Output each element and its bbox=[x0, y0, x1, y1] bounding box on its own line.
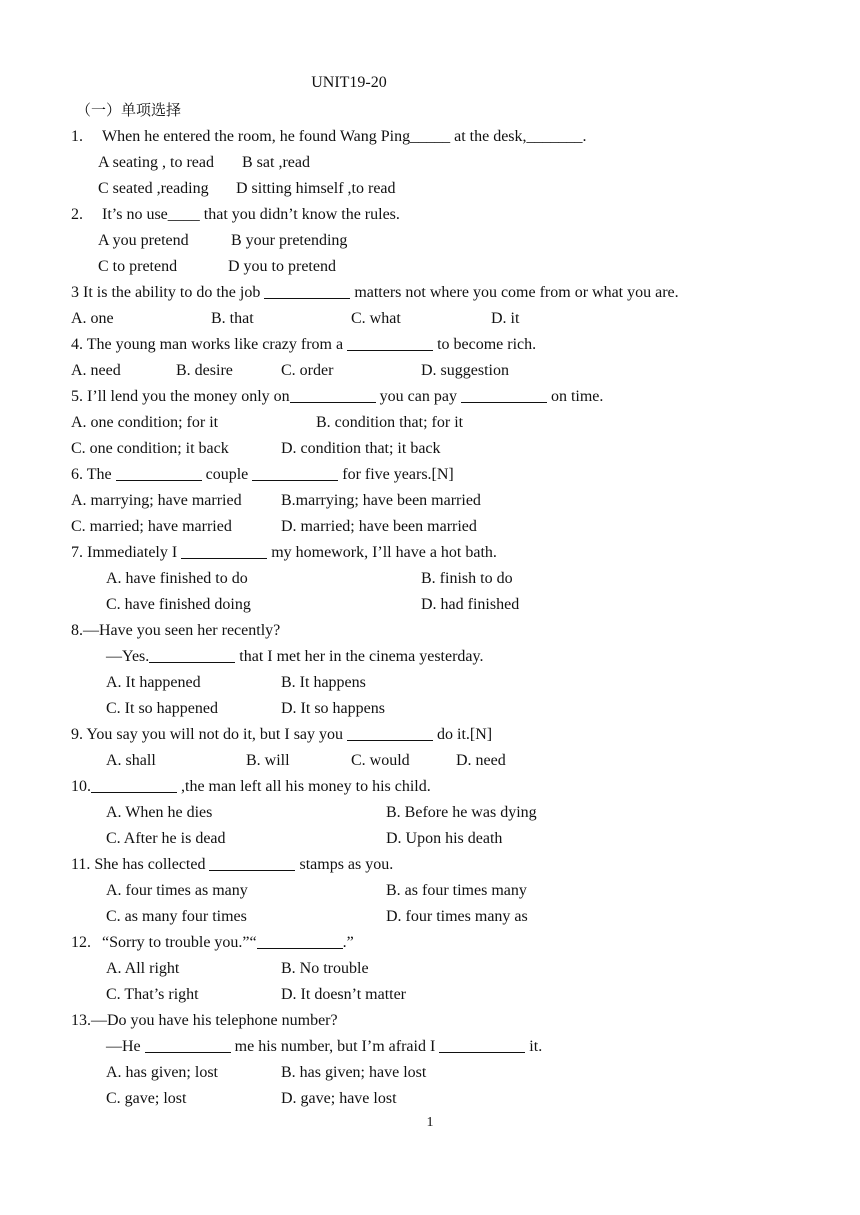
option-a: A you pretend bbox=[98, 232, 189, 249]
question-10-options-cd bbox=[71, 826, 811, 852]
question-text: couple bbox=[205, 466, 249, 483]
question-number: 1. bbox=[71, 128, 83, 145]
question-2-options-cd bbox=[71, 254, 811, 280]
question-7-options-ab bbox=[71, 566, 811, 592]
question-list bbox=[71, 124, 811, 1112]
option-d: D. suggestion bbox=[421, 362, 509, 379]
question-1-options-ab bbox=[71, 150, 811, 176]
question-6-options-ab bbox=[71, 488, 811, 514]
question-6-stem bbox=[71, 462, 811, 488]
option-d: D. four times many as bbox=[386, 908, 528, 925]
question-text: for five years.[N] bbox=[342, 466, 454, 483]
option-b: B. finish to do bbox=[421, 570, 513, 587]
question-11-stem bbox=[71, 852, 811, 878]
question-text: me his number, but I’m afraid I bbox=[234, 1038, 436, 1055]
answer-blank bbox=[257, 932, 343, 949]
question-text: to become rich. bbox=[437, 336, 537, 353]
option-c: C. It so happened bbox=[106, 700, 218, 717]
option-b: B. No trouble bbox=[281, 960, 369, 977]
question-12-options-ab bbox=[71, 956, 811, 982]
option-b: B. condition that; for it bbox=[316, 414, 464, 431]
question-number: 2. bbox=[71, 206, 83, 223]
option-a: A. All right bbox=[106, 960, 180, 977]
option-c: C seated ,reading bbox=[98, 180, 209, 197]
answer-blank bbox=[264, 282, 350, 299]
question-text: When he entered the room, he found Wang Ping_____ at the desk,_______. bbox=[102, 128, 587, 145]
option-d: D. had finished bbox=[421, 596, 520, 613]
question-2-stem bbox=[71, 202, 811, 228]
answer-blank bbox=[347, 724, 433, 741]
question-3-options bbox=[71, 306, 811, 332]
option-a: A. four times as many bbox=[106, 882, 248, 899]
option-c: C. married; have married bbox=[71, 518, 232, 535]
question-text: do it.[N] bbox=[437, 726, 493, 743]
option-b: B. as four times many bbox=[386, 882, 527, 899]
question-text: 10. bbox=[71, 778, 91, 795]
option-c: C. what bbox=[351, 310, 401, 327]
question-11-options-cd bbox=[71, 904, 811, 930]
question-10-stem bbox=[71, 774, 811, 800]
question-text: that I met her in the cinema yesterday. bbox=[239, 648, 484, 665]
option-a: A. one condition; for it bbox=[71, 414, 219, 431]
option-d: D. condition that; it back bbox=[281, 440, 441, 457]
option-c: C. gave; lost bbox=[106, 1090, 187, 1107]
option-d: D. It doesn’t matter bbox=[281, 986, 407, 1003]
question-text: 11. She has collected bbox=[71, 856, 206, 873]
question-text: —Yes. bbox=[106, 648, 150, 665]
option-c: C. as many four times bbox=[106, 908, 247, 925]
question-8-stem bbox=[71, 618, 811, 644]
option-a: A. have finished to do bbox=[106, 570, 248, 587]
question-5-options-cd bbox=[71, 436, 811, 462]
option-a: A seating , to read bbox=[98, 154, 214, 171]
option-d: D. married; have been married bbox=[281, 518, 477, 535]
question-13-options-cd bbox=[71, 1086, 811, 1112]
question-text: you can pay bbox=[379, 388, 457, 405]
option-b: B. that bbox=[211, 310, 254, 327]
question-11-options-ab bbox=[71, 878, 811, 904]
option-a: A. need bbox=[71, 362, 121, 379]
option-d: D. it bbox=[491, 310, 520, 327]
option-a: A. one bbox=[71, 310, 114, 327]
option-c: C. would bbox=[351, 752, 410, 769]
question-9-options bbox=[71, 748, 811, 774]
question-text: on time. bbox=[550, 388, 604, 405]
question-1-stem bbox=[71, 124, 811, 150]
option-c: C to pretend bbox=[98, 258, 178, 275]
question-text: 7. Immediately I bbox=[71, 544, 178, 561]
question-4-options bbox=[71, 358, 811, 384]
option-a: A. It happened bbox=[106, 674, 201, 691]
question-text: it. bbox=[529, 1038, 543, 1055]
question-text: ,the man left all his money to his child. bbox=[181, 778, 431, 795]
question-9-stem bbox=[71, 722, 811, 748]
answer-blank bbox=[145, 1036, 231, 1053]
option-a: A. When he dies bbox=[106, 804, 213, 821]
answer-blank bbox=[439, 1036, 525, 1053]
question-text: matters not where you come from or what you are. bbox=[354, 284, 679, 301]
question-5-options-ab bbox=[71, 410, 811, 436]
question-8-options-ab bbox=[71, 670, 811, 696]
option-b: B your pretending bbox=[231, 232, 348, 249]
question-4-stem bbox=[71, 332, 811, 358]
question-7-options-cd bbox=[71, 592, 811, 618]
question-text: “Sorry to trouble you.”“ bbox=[102, 934, 257, 951]
option-b: B sat ,read bbox=[242, 154, 310, 171]
option-c: C. one condition; it back bbox=[71, 440, 229, 457]
option-a: A. shall bbox=[106, 752, 156, 769]
answer-blank bbox=[149, 646, 235, 663]
question-text: 13.—Do you have his telephone number? bbox=[71, 1012, 338, 1029]
answer-blank bbox=[181, 542, 267, 559]
answer-blank bbox=[209, 854, 295, 871]
option-b: B. Before he was dying bbox=[386, 804, 537, 821]
option-b: B. has given; have lost bbox=[281, 1064, 427, 1081]
option-d: D. It so happens bbox=[281, 700, 385, 717]
option-b: B. will bbox=[246, 752, 290, 769]
option-a: A. has given; lost bbox=[106, 1064, 218, 1081]
option-c: C. order bbox=[281, 362, 334, 379]
question-2-options-ab bbox=[71, 228, 811, 254]
question-8-options-cd bbox=[71, 696, 811, 722]
question-text: stamps as you. bbox=[299, 856, 394, 873]
question-10-options-ab bbox=[71, 800, 811, 826]
question-13-reply bbox=[71, 1034, 811, 1060]
question-7-stem bbox=[71, 540, 811, 566]
question-12-options-cd bbox=[71, 982, 811, 1008]
option-d: D sitting himself ,to read bbox=[236, 180, 396, 197]
question-text: It’s no use____ that you didn’t know the rules. bbox=[102, 206, 400, 223]
question-13-stem bbox=[71, 1008, 811, 1034]
page-title: UNIT19-20 bbox=[311, 74, 387, 91]
answer-blank bbox=[252, 464, 338, 481]
answer-blank bbox=[461, 386, 547, 403]
option-b: B.marrying; have been married bbox=[281, 492, 481, 509]
option-c: C. That’s right bbox=[106, 986, 199, 1003]
answer-blank bbox=[290, 386, 376, 403]
question-text: 3 It is the ability to do the job bbox=[71, 284, 261, 301]
question-13-options-ab bbox=[71, 1060, 811, 1086]
option-b: B. It happens bbox=[281, 674, 366, 691]
question-text: .” bbox=[342, 934, 354, 951]
option-c: C. have finished doing bbox=[106, 596, 251, 613]
question-text: 4. The young man works like crazy from a bbox=[71, 336, 344, 353]
answer-blank bbox=[91, 776, 177, 793]
option-d: D you to pretend bbox=[228, 258, 336, 275]
question-text: 9. You say you will not do it, but I say you bbox=[71, 726, 344, 743]
question-1-options-cd bbox=[71, 176, 811, 202]
question-text: my homework, I’ll have a hot bath. bbox=[271, 544, 497, 561]
option-b: B. desire bbox=[176, 362, 233, 379]
question-text: 6. The bbox=[71, 466, 112, 483]
answer-blank bbox=[347, 334, 433, 351]
question-3-stem bbox=[71, 280, 811, 306]
question-8-reply bbox=[71, 644, 811, 670]
question-number: 12. bbox=[71, 934, 91, 951]
option-d: D. need bbox=[456, 752, 506, 769]
question-text: 5. I’ll lend you the money only on bbox=[71, 388, 290, 405]
page-number: 1 bbox=[426, 1115, 434, 1130]
question-text: —He bbox=[106, 1038, 141, 1055]
question-5-stem bbox=[71, 384, 811, 410]
option-c: C. After he is dead bbox=[106, 830, 226, 847]
question-6-options-cd bbox=[71, 514, 811, 540]
option-d: D. gave; have lost bbox=[281, 1090, 397, 1107]
question-text: 8.—Have you seen her recently? bbox=[71, 622, 281, 639]
question-12-stem bbox=[71, 930, 811, 956]
answer-blank bbox=[116, 464, 202, 481]
option-a: A. marrying; have married bbox=[71, 492, 242, 509]
option-d: D. Upon his death bbox=[386, 830, 503, 847]
section-heading: （一）单项选择 bbox=[76, 101, 182, 119]
